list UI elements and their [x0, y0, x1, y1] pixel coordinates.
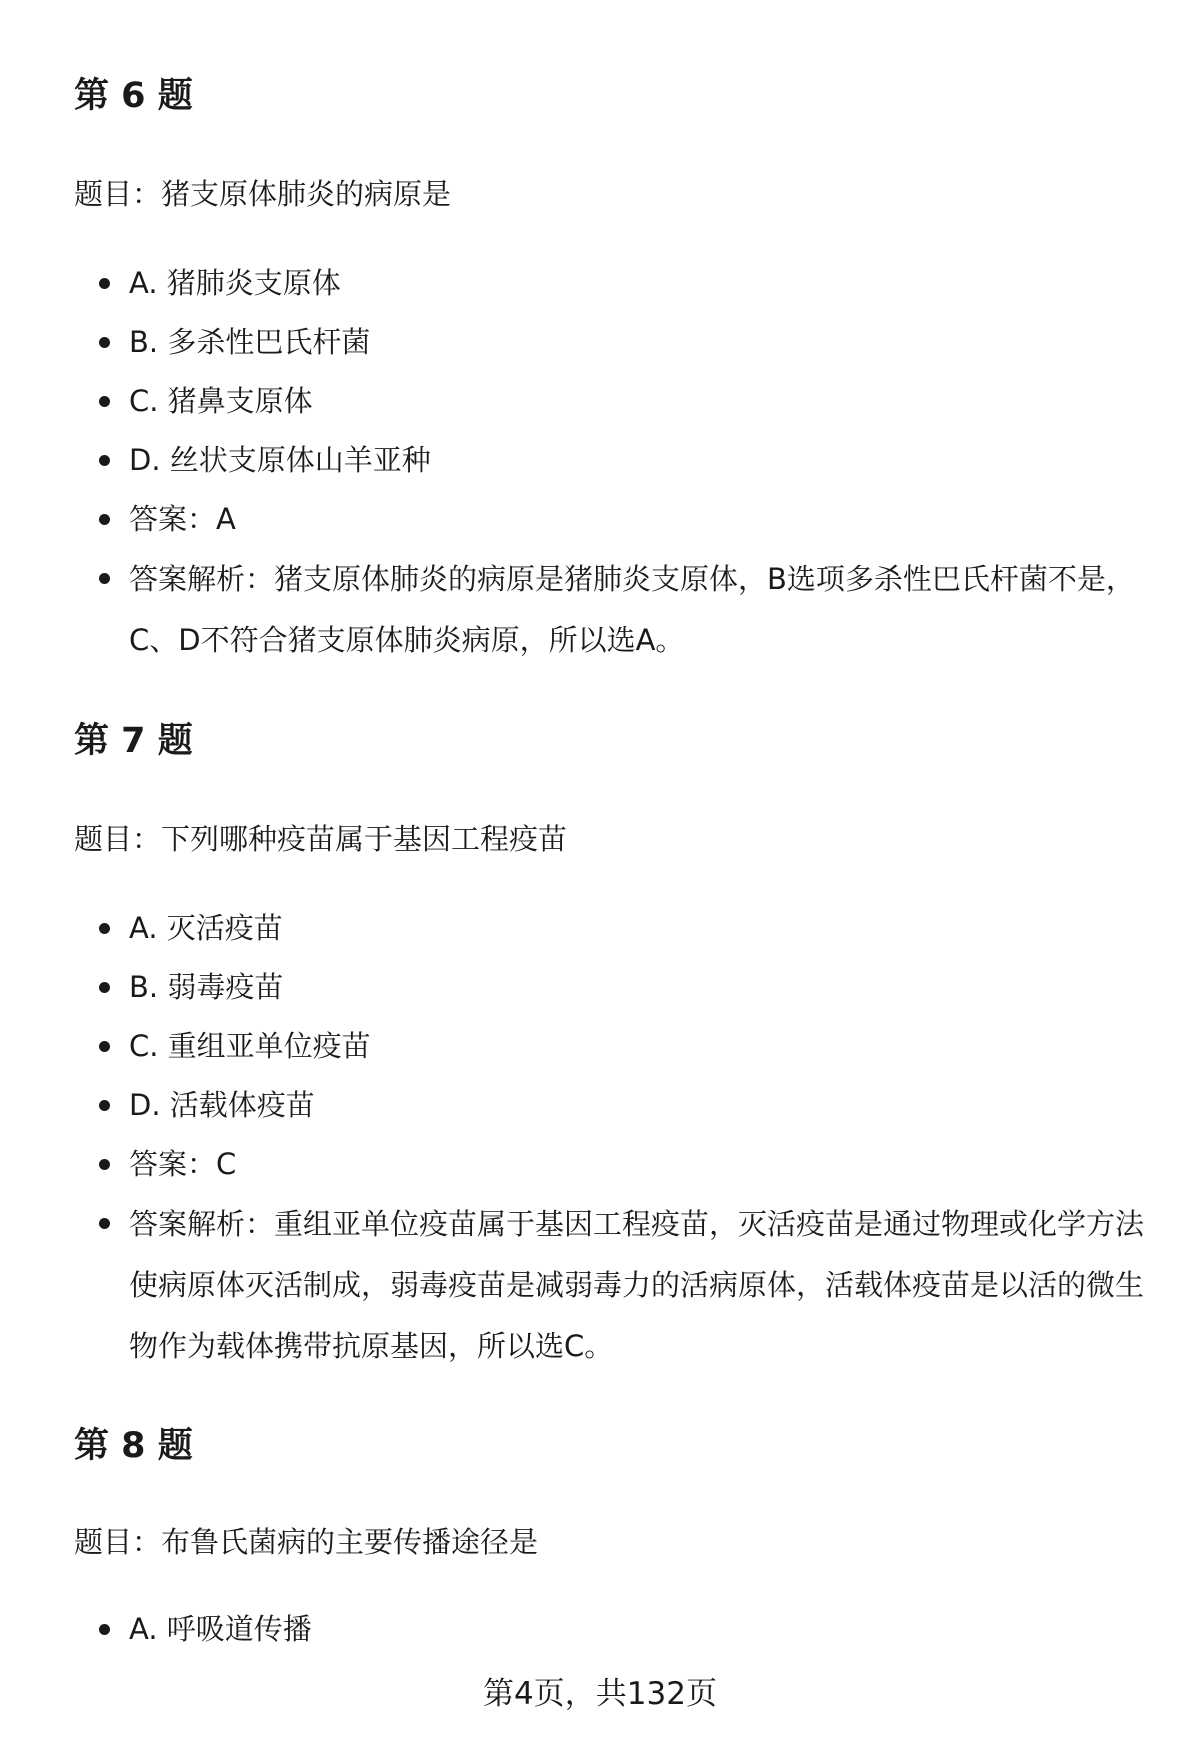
answer-explanation	[74, 549, 1144, 671]
bullet-icon	[99, 514, 110, 525]
option-text: B. 弱毒疫苗	[129, 970, 284, 1004]
option-c	[74, 1017, 1144, 1076]
answer-text: 答案：A	[129, 502, 236, 536]
option-text: D. 丝状支原体山羊亚种	[129, 443, 431, 477]
question-stem: 题目：布鲁氏菌病的主要传播途径是	[74, 1525, 539, 1559]
option-list	[74, 899, 1144, 1377]
option-text: C. 猪鼻支原体	[129, 384, 313, 418]
bullet-icon	[99, 573, 110, 584]
bullet-icon	[99, 396, 110, 407]
option-d	[74, 1076, 1144, 1135]
bullet-icon	[99, 982, 110, 993]
bullet-icon	[99, 1218, 110, 1229]
option-a	[74, 899, 1144, 958]
question-heading: 第 8 题	[74, 1426, 193, 1466]
bullet-icon	[99, 1100, 110, 1111]
option-b	[74, 958, 1144, 1017]
option-text: A. 呼吸道传播	[129, 1612, 312, 1646]
option-list	[74, 254, 1144, 671]
answer-text: 答案：C	[129, 1147, 237, 1181]
explanation-text: 答案解析：猪支原体肺炎的病原是猪肺炎支原体，B选项多杀性巴氏杆菌不是，C、D不符合猪支原体肺炎病原，所以选A。	[129, 562, 1135, 657]
bullet-icon	[99, 1624, 110, 1635]
bullet-icon	[99, 1159, 110, 1170]
option-text: A. 灭活疫苗	[129, 911, 283, 945]
option-list	[74, 1600, 1144, 1659]
option-a	[74, 254, 1144, 313]
option-text: B. 多杀性巴氏杆菌	[129, 325, 371, 359]
option-d	[74, 431, 1144, 490]
question-stem: 题目：猪支原体肺炎的病原是	[74, 177, 452, 211]
bullet-icon	[99, 278, 110, 289]
question-8	[74, 1424, 1144, 1646]
answer	[74, 1135, 1144, 1194]
option-text: D. 活载体疫苗	[129, 1088, 315, 1122]
option-c	[74, 372, 1144, 431]
option-a	[74, 1600, 1144, 1659]
option-text: A. 猪肺炎支原体	[129, 266, 341, 300]
option-text: C. 重组亚单位疫苗	[129, 1029, 371, 1063]
option-b	[74, 313, 1144, 372]
bullet-icon	[99, 337, 110, 348]
bullet-icon	[99, 923, 110, 934]
question-heading: 第 7 题	[74, 721, 193, 761]
question-heading: 第 6 题	[74, 76, 193, 116]
answer	[74, 490, 1144, 549]
question-stem: 题目：下列哪种疫苗属于基因工程疫苗	[74, 822, 568, 856]
bullet-icon	[99, 455, 110, 466]
bullet-icon	[99, 1041, 110, 1052]
page-footer: 第4页，共132页	[483, 1676, 717, 1712]
question-6	[74, 74, 1144, 657]
question-7	[74, 719, 1145, 1363]
answer-explanation	[74, 1194, 1144, 1377]
explanation-text: 答案解析：重组亚单位疫苗属于基因工程疫苗，灭活疫苗是通过物理或化学方法使病原体灭活制成，弱毒疫苗是减弱毒力的活病原体，活载体疫苗是以活的微生物作为载体携带抗原基因，所以选C。	[129, 1207, 1145, 1363]
